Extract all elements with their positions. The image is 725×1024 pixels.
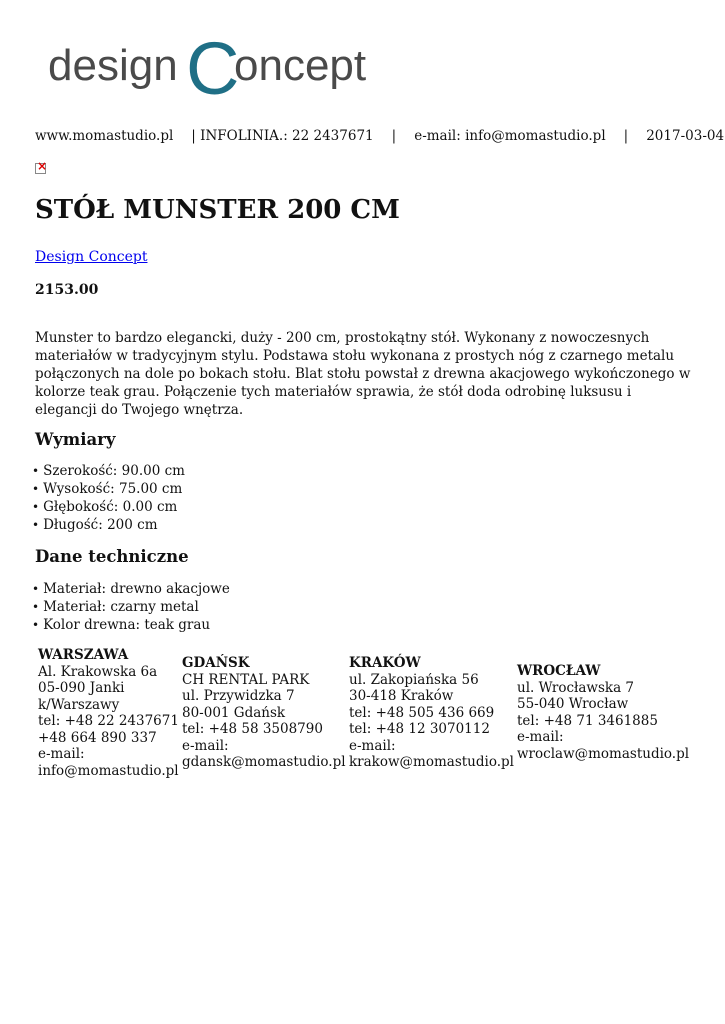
date-text: 2017-03-04 xyxy=(646,128,725,144)
location-city: GDAŃSK xyxy=(182,655,250,671)
list-item: • Kolor drewna: teak grau xyxy=(32,616,230,634)
location-warszawa xyxy=(38,647,179,779)
location-line: e-mail: xyxy=(182,737,229,754)
product-description: Munster to bardzo elegancki, duży - 200 cm, prostokątny stół. Wykonany z nowoczesnych materiałów w tradycyjnym stylu. Podstawa stołu wykonana z prostych nóg z czarnego metalu połączonych na dole po bokach stołu. Blat stołu powstał z drewna akacjowego wykończonego w kolorze teak grau. Połączenie tych materiałów sprawia, że stół doda odrobinę luksusu i elegancji do Twojego wnętrza. xyxy=(35,330,691,418)
location-line: k/Warszawy xyxy=(38,696,120,713)
list-item: • Długość: 200 cm xyxy=(32,516,185,534)
design-concept-logo xyxy=(46,40,386,106)
location-line: krakow@momastudio.pl xyxy=(349,754,514,770)
location-line: tel: +48 505 436 669 xyxy=(349,704,495,721)
location-line: wroclaw@momastudio.pl xyxy=(517,745,690,762)
list-item: • Wysokość: 75.00 cm xyxy=(32,480,185,498)
website-text: www.momastudio.pl xyxy=(35,128,174,144)
location-line: tel: +48 58 3508790 xyxy=(182,721,323,737)
location-line: tel: +48 22 2437671 xyxy=(38,713,179,729)
list-item: • Materiał: czarny metal xyxy=(32,598,230,616)
hotline-text: | INFOLINIA.: 22 2437671 xyxy=(191,128,374,144)
technical-heading: Dane techniczne xyxy=(35,547,189,566)
location-line: 30-418 Kraków xyxy=(349,688,454,704)
location-line: gdansk@momastudio.pl xyxy=(182,754,346,770)
location-line: 05-090 Janki xyxy=(38,680,125,696)
location-line: tel: +48 12 3070112 xyxy=(349,721,490,737)
location-krakow xyxy=(349,655,514,771)
location-line: ul. Przywidzka 7 xyxy=(182,688,295,704)
logo-text-design: design xyxy=(48,41,178,90)
location-line: CH RENTAL PARK xyxy=(182,671,310,688)
location-wroclaw xyxy=(517,663,689,762)
technical-list xyxy=(32,580,230,634)
broken-image-icon xyxy=(35,163,46,174)
location-line: e-mail: xyxy=(349,737,396,754)
location-line: 80-001 Gdańsk xyxy=(182,704,286,721)
brand-link[interactable]: Design Concept xyxy=(35,249,148,265)
list-item: • Materiał: drewno akacjowe xyxy=(32,580,230,598)
logo-text-oncept: oncept xyxy=(234,41,367,90)
location-city: KRAKÓW xyxy=(349,655,421,671)
location-city: WROCŁAW xyxy=(517,663,601,679)
location-line: tel: +48 71 3461885 xyxy=(517,712,658,729)
separator: | xyxy=(391,128,397,144)
dimensions-heading: Wymiary xyxy=(35,430,116,449)
product-title: STÓŁ MUNSTER 200 CM xyxy=(35,195,400,225)
location-line: e-mail: xyxy=(517,729,564,745)
email-text: e-mail: info@momastudio.pl xyxy=(414,128,606,144)
location-city: WARSZAWA xyxy=(38,647,129,663)
location-line: info@momastudio.pl xyxy=(38,762,179,779)
list-item: • Szerokość: 90.00 cm xyxy=(32,462,185,480)
location-line: ul. Wrocławska 7 xyxy=(517,679,635,696)
contact-bar xyxy=(35,128,724,144)
logo-big-c: C xyxy=(186,40,240,106)
location-line: +48 664 890 337 xyxy=(38,729,157,746)
separator: | xyxy=(623,128,629,144)
product-price: 2153.00 xyxy=(35,282,99,298)
location-line: ul. Zakopiańska 56 xyxy=(349,671,479,688)
location-line: Al. Krakowska 6a xyxy=(38,663,158,680)
location-line: e-mail: xyxy=(38,746,85,762)
location-gdansk xyxy=(182,655,346,771)
list-item: • Głębokość: 0.00 cm xyxy=(32,498,185,516)
location-line: 55-040 Wrocław xyxy=(517,696,629,712)
dimensions-list xyxy=(32,462,185,534)
